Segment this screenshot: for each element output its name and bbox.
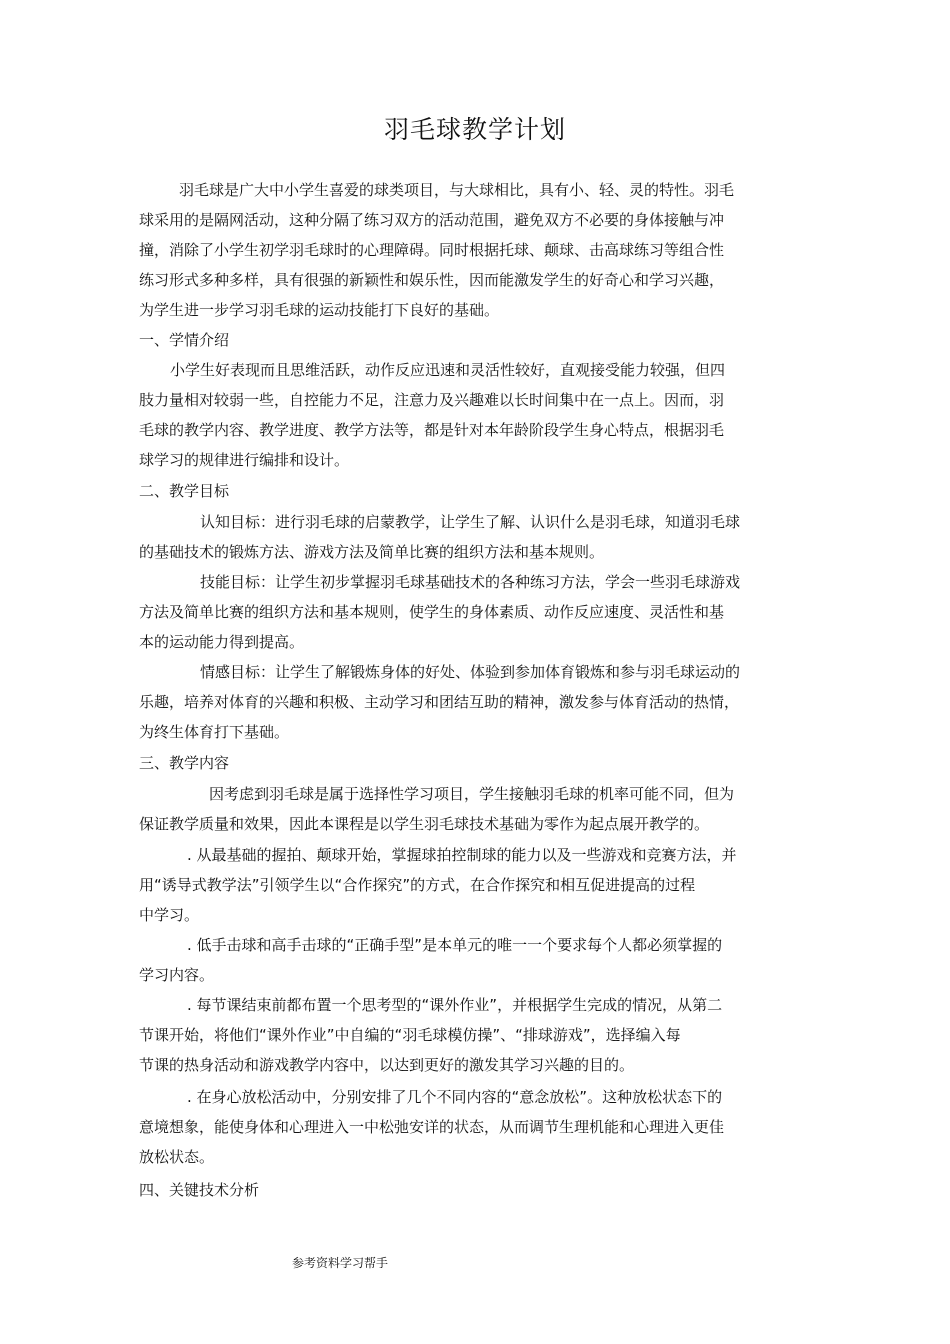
text-line: 因考虑到羽毛球是属于选择性学习项目，学生接触羽毛球的机率可能不同，但为	[209, 785, 735, 803]
text-line: 中学习。	[139, 906, 200, 924]
text-line: 练习形式多种多样，具有很强的新颖性和娱乐性，因而能激发学生的好奇心和学习兴趣，	[139, 271, 725, 289]
text-line: . 每节课结束前都布置一个思考型的“课外作业”，并根据学生完成的情况，从第二	[187, 996, 723, 1014]
content-item-1	[139, 840, 827, 930]
text-line: 球采用的是隔网活动，这种分隔了练习双方的活动范围，避免双方不必要的身体接触与冲	[139, 211, 725, 229]
page-footer: 参考资料学习帮手	[292, 1256, 389, 1270]
text-line: 为学生进一步学习羽毛球的运动技能打下良好的基础。	[139, 301, 500, 319]
text-line: 保证教学质量和效果，因此本课程是以学生羽毛球技术基础为零作为起点展开教学的。	[139, 815, 710, 833]
text-line: 方法及简单比赛的组织方法和基本规则，使学生的身体素质、动作反应速度、灵活性和基	[139, 603, 725, 621]
text-line: 的基础技术的锻炼方法、游戏方法及简单比赛的组织方法和基本规则。	[139, 543, 605, 561]
text-line: . 在身心放松活动中，分别安排了几个不同内容的“意念放松”。这种放松状态下的	[187, 1088, 723, 1106]
text-line: 肢力量相对较弱一些，自控能力不足，注意力及兴趣难以长时间集中在一点上。因而，羽	[139, 391, 725, 409]
text-line: 节课开始，将他们“课外作业”中自编的“羽毛球模仿操”、“排球游戏”，选择编入每	[139, 1026, 681, 1044]
text-line: 本的运动能力得到提高。	[139, 633, 305, 651]
section-heading-4: 四、关键技术分析	[139, 1181, 260, 1199]
text-line: . 从最基础的握拍、颠球开始，掌握球拍控制球的能力以及一些游戏和竞赛方法，并	[187, 846, 737, 864]
section-heading-3: 三、教学内容	[139, 754, 230, 772]
text-line: 用“诱导式教学法”引领学生以“合作探究”的方式，在合作探究和相互促进提高的过程	[139, 876, 696, 894]
content-item-2	[139, 930, 827, 990]
text-line: 乐趣，培养对体育的兴趣和积极、主动学习和团结互助的精神，激发参与体育活动的热情，	[139, 693, 740, 711]
text-line: . 低手击球和高手击球的“正确手型”是本单元的唯一一个要求每个人都必须掌握的	[187, 936, 723, 954]
section-heading-2: 二、教学目标	[139, 482, 230, 500]
section3-intro-paragraph	[139, 779, 827, 839]
section-heading-1: 一、学情介绍	[139, 331, 230, 349]
text-line: 小学生好表现而且思维活跃，动作反应迅速和灵活性较好，直观接受能力较强，但四	[170, 361, 726, 379]
intro-paragraph	[139, 175, 827, 325]
text-line: 球学习的规律进行编排和设计。	[139, 451, 350, 469]
text-line: 技能目标：让学生初步掌握羽毛球基础技术的各种练习方法，学会一些羽毛球游戏	[200, 573, 741, 591]
text-line: 认知目标：进行羽毛球的启蒙教学，让学生了解、认识什么是羽毛球，知道羽毛球	[200, 513, 741, 531]
text-line: 毛球的教学内容、教学进度、教学方法等，都是针对本年龄阶段学生身心特点，根据羽毛	[139, 421, 725, 439]
text-line: 撞，消除了小学生初学羽毛球时的心理障碍。同时根据托球、颠球、击高球练习等组合性	[139, 241, 725, 259]
skill-goal-paragraph	[139, 567, 827, 657]
text-line: 为终生体育打下基础。	[139, 723, 290, 741]
emotion-goal-paragraph	[139, 657, 827, 747]
cognitive-goal-paragraph	[139, 507, 827, 567]
section1-paragraph	[139, 355, 827, 475]
text-line: 情感目标：让学生了解锻炼身体的好处、体验到参加体育锻炼和参与羽毛球运动的	[200, 663, 741, 681]
document-title: 羽毛球教学计划	[383, 115, 566, 144]
text-line: 意境想象，能使身体和心理进入一中松弛安详的状态，从而调节生理机能和心理进入更佳	[139, 1118, 725, 1136]
content-item-4	[139, 1082, 827, 1172]
text-line: 放松状态。	[139, 1148, 215, 1166]
text-line: 学习内容。	[139, 966, 215, 984]
text-line: 节课的热身活动和游戏教学内容中，以达到更好的激发其学习兴趣的目的。	[139, 1056, 635, 1074]
content-item-3	[139, 990, 827, 1080]
text-line: 羽毛球是广大中小学生喜爱的球类项目，与大球相比，具有小、轻、灵的特性。羽毛	[179, 181, 735, 199]
